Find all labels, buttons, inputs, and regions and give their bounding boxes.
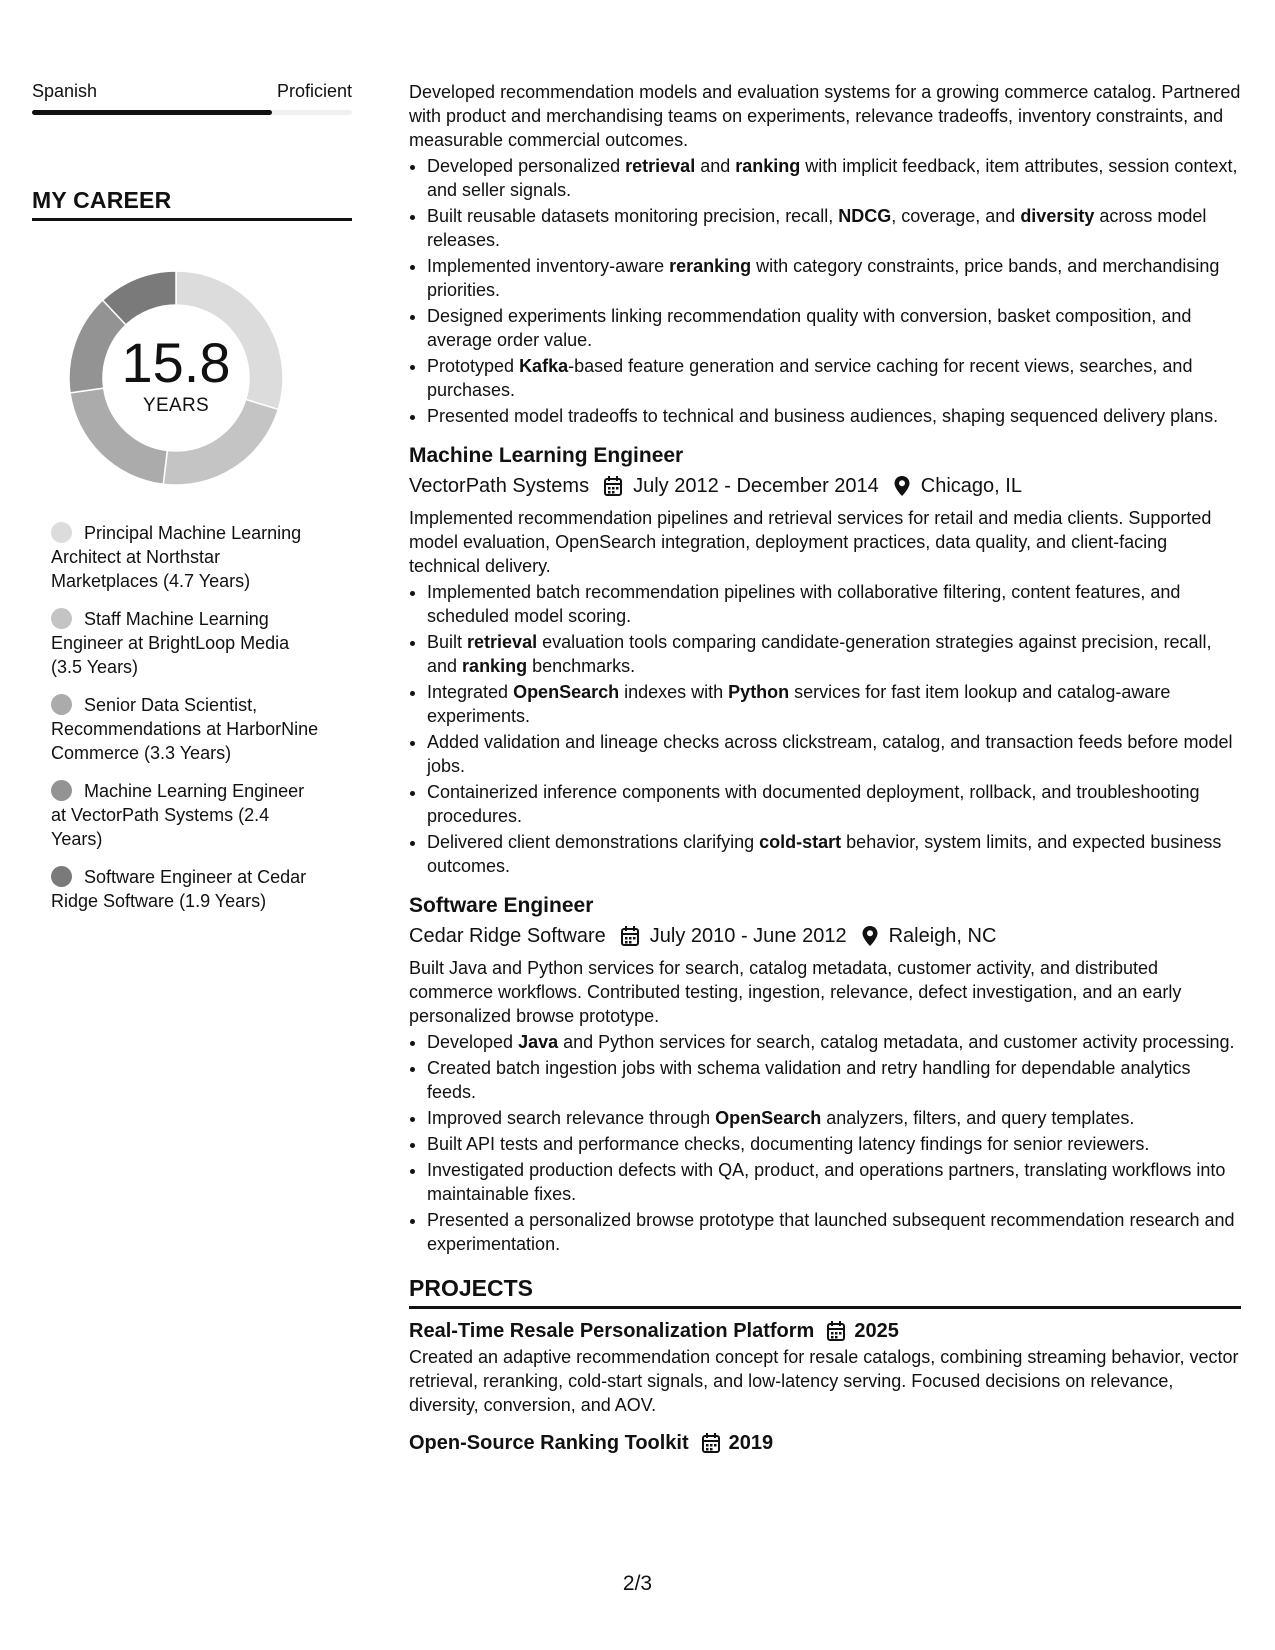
bullet-text: Built bbox=[427, 632, 468, 652]
career-total-unit: YEARS bbox=[143, 395, 209, 416]
career-total-years: 15.8 bbox=[121, 331, 231, 394]
bullet-keyword: ranking bbox=[735, 156, 801, 176]
bullet-keyword: reranking bbox=[669, 256, 752, 276]
bullet-text: Containerized inference components with documented deployment, rollback, and troubleshooting procedures. bbox=[427, 782, 1200, 826]
career-legend-item bbox=[51, 865, 321, 913]
legend-label: Principal Machine Learning Architect at Northstar Marketplaces (4.7 Years) bbox=[51, 523, 302, 591]
legend-label: Staff Machine Learning Engineer at BrightLoop Media (3.5 Years) bbox=[51, 609, 290, 677]
bullet-text: Created batch ingestion jobs with schema validation and retry handling for dependable analytics feeds. bbox=[427, 1058, 1191, 1102]
job-location: Chicago, IL bbox=[920, 475, 1022, 497]
calendar-icon bbox=[701, 1432, 721, 1454]
bullet-item bbox=[427, 1132, 1241, 1156]
job-summary: Built Java and Python services for search, catalog metadata, customer activity, and distributed commerce workflows. Contributed testing, ingestion, relevance, defect investigation, and an early personalized browse prototype. bbox=[409, 958, 1182, 1026]
bullet-keyword: OpenSearch bbox=[715, 1108, 822, 1128]
project-title bbox=[409, 1429, 1241, 1457]
bullet-text: Delivered client demonstrations clarifying bbox=[427, 832, 760, 852]
bullet-text: analyzers, filters, and query templates. bbox=[821, 1108, 1135, 1128]
bullet-item bbox=[427, 580, 1241, 628]
project-description: Created an adaptive recommendation concept for resale catalogs, combining streaming behavior, vector retrieval, reranking, cold-start signals, and low-latency serving. Focused decisions on relevance, diversity, conversion, and AOV. bbox=[409, 1347, 1239, 1415]
bullet-text: Designed experiments linking recommendation quality with conversion, basket composition, and average order value. bbox=[427, 306, 1192, 350]
job-dates: July 2012 - December 2014 bbox=[633, 475, 879, 497]
bullet-item bbox=[427, 154, 1241, 202]
project-year: 2019 bbox=[728, 1432, 774, 1454]
bullet-text: Prototyped bbox=[427, 356, 520, 376]
career-legend bbox=[32, 521, 321, 913]
bullet-keyword: retrieval bbox=[467, 632, 538, 652]
location-pin-icon bbox=[893, 475, 911, 497]
bullet-text: Developed bbox=[427, 1032, 519, 1052]
job-dates: July 2010 - June 2012 bbox=[649, 925, 847, 947]
career-heading: MY CAREER bbox=[32, 187, 172, 213]
bullet-item bbox=[427, 1106, 1241, 1130]
legend-dot bbox=[51, 694, 72, 715]
career-legend-item bbox=[51, 521, 321, 593]
bullet-text: Investigated production defects with QA, product, and operations partners, translating workflows into maintainable fixes. bbox=[427, 1160, 1226, 1204]
bullet-text: Implemented batch recommendation pipelines with collaborative filtering, content features, and scheduled model scoring. bbox=[427, 582, 1181, 626]
project-name: Real-Time Resale Personalization Platform bbox=[409, 1320, 815, 1342]
bullet-item bbox=[427, 1056, 1241, 1104]
projects-heading-rule bbox=[409, 1306, 1241, 1309]
project-year: 2025 bbox=[854, 1320, 899, 1342]
job-bullets bbox=[409, 580, 1241, 878]
bullet-keyword: Kafka bbox=[519, 356, 569, 376]
bullet-text: indexes with bbox=[619, 682, 729, 702]
bullet-text: Built API tests and performance checks, documenting latency findings for senior reviewers. bbox=[427, 1134, 1150, 1154]
bullet-text: Added validation and lineage checks across clickstream, catalog, and transaction feeds before model jobs. bbox=[427, 732, 1233, 776]
bullet-text: -based feature generation and service caching for recent views, searches, and purchases. bbox=[427, 356, 1193, 400]
bullet-text: evaluation tools comparing candidate-generation strategies against precision, recall, and bbox=[427, 632, 1212, 676]
bullet-item bbox=[427, 1208, 1241, 1256]
language-name: Spanish bbox=[32, 81, 98, 101]
job-meta bbox=[409, 472, 1241, 500]
bullet-text: behavior, system limits, and expected business outcomes. bbox=[427, 832, 1222, 876]
calendar-icon bbox=[603, 475, 623, 497]
calendar-icon bbox=[826, 1320, 846, 1342]
bullet-keyword: ranking bbox=[462, 656, 528, 676]
job-summary: Developed recommendation models and evaluation systems for a growing commerce catalog. Partnered with product and merchandising teams on experiments, relevance tradeoffs, inventory constraints, and measurable commercial outcomes. bbox=[409, 82, 1241, 150]
legend-dot bbox=[51, 780, 72, 801]
language-proficiency-bar bbox=[32, 110, 352, 115]
bullet-keyword: Java bbox=[518, 1032, 559, 1052]
job-bullets bbox=[409, 154, 1241, 428]
job-company: VectorPath Systems bbox=[409, 475, 590, 497]
bullet-item bbox=[427, 204, 1241, 252]
bullet-item bbox=[427, 1158, 1241, 1206]
sidebar bbox=[32, 80, 352, 927]
project-name: Open-Source Ranking Toolkit bbox=[409, 1432, 689, 1454]
bullet-keyword: NDCG bbox=[838, 206, 892, 226]
bullet-keyword: retrieval bbox=[625, 156, 696, 176]
job-location: Raleigh, NC bbox=[888, 925, 997, 947]
bullet-text: Presented model tradeoffs to technical and business audiences, shaping sequenced delivery plans. bbox=[427, 406, 1219, 426]
location-pin-icon bbox=[861, 925, 879, 947]
bullet-text: Presented a personalized browse prototype that launched subsequent recommendation research and experimentation. bbox=[427, 1210, 1235, 1254]
career-donut-chart bbox=[61, 263, 291, 493]
legend-label: Machine Learning Engineer at VectorPath Systems (2.4 Years) bbox=[51, 781, 305, 849]
bullet-text: Integrated bbox=[427, 682, 514, 702]
job-summary: Implemented recommendation pipelines and retrieval services for retail and media clients. Supported model evaluation, OpenSearch integration, deployment practices, data quality, and client-facing technical delivery. bbox=[409, 508, 1212, 576]
bullet-keyword: diversity bbox=[1020, 206, 1095, 226]
bullet-keyword: cold-start bbox=[759, 832, 842, 852]
career-legend-item bbox=[51, 779, 321, 851]
bullet-text: Developed personalized bbox=[427, 156, 626, 176]
bullet-item bbox=[427, 1030, 1241, 1054]
job-meta bbox=[409, 922, 1241, 950]
project-title bbox=[409, 1317, 1241, 1345]
bullet-text: with implicit feedback, item attributes, session context, and seller signals. bbox=[427, 156, 1238, 200]
bullet-text: services for fast item lookup and catalog-aware experiments. bbox=[427, 682, 1171, 726]
language-proficiency-fill bbox=[32, 110, 272, 115]
legend-dot bbox=[51, 866, 72, 887]
bullet-item bbox=[427, 630, 1241, 678]
bullet-text: with category constraints, price bands, and merchandising priorities. bbox=[427, 256, 1220, 300]
bullet-item bbox=[427, 254, 1241, 302]
job-company: Cedar Ridge Software bbox=[409, 925, 606, 947]
job-bullets bbox=[409, 1030, 1241, 1256]
bullet-item bbox=[427, 404, 1241, 428]
legend-dot bbox=[51, 522, 72, 543]
job-title: Software Engineer bbox=[409, 894, 594, 917]
legend-label: Software Engineer at Cedar Ridge Software (1.9 Years) bbox=[51, 867, 307, 911]
projects-heading: PROJECTS bbox=[409, 1275, 533, 1301]
legend-dot bbox=[51, 608, 72, 629]
bullet-text: and bbox=[695, 156, 736, 176]
main-content bbox=[409, 80, 1241, 1457]
bullet-item bbox=[427, 780, 1241, 828]
bullet-text: across model releases. bbox=[427, 206, 1207, 250]
bullet-keyword: Python bbox=[728, 682, 790, 702]
bullet-item bbox=[427, 304, 1241, 352]
job-title: Machine Learning Engineer bbox=[409, 444, 684, 467]
legend-label: Senior Data Scientist, Recommendations at HarborNine Commerce (3.3 Years) bbox=[51, 695, 319, 763]
bullet-keyword: OpenSearch bbox=[513, 682, 620, 702]
page-number: 2/3 bbox=[622, 1572, 653, 1595]
bullet-item bbox=[427, 730, 1241, 778]
bullet-text: Improved search relevance through bbox=[427, 1108, 716, 1128]
bullet-text: and Python services for search, catalog metadata, and customer activity processing. bbox=[558, 1032, 1235, 1052]
bullet-item bbox=[427, 830, 1241, 878]
career-legend-item bbox=[51, 607, 321, 679]
calendar-icon bbox=[620, 925, 640, 947]
bullet-text: Implemented inventory-aware bbox=[427, 256, 670, 276]
bullet-text: benchmarks. bbox=[527, 656, 636, 676]
bullet-text: , coverage, and bbox=[891, 206, 1021, 226]
bullet-item bbox=[427, 354, 1241, 402]
bullet-text: Built reusable datasets monitoring precision, recall, bbox=[427, 206, 839, 226]
donut-center bbox=[61, 263, 291, 493]
bullet-item bbox=[427, 680, 1241, 728]
career-legend-item bbox=[51, 693, 321, 765]
language-row bbox=[32, 80, 352, 102]
language-level: Proficient bbox=[276, 81, 352, 101]
career-heading-rule bbox=[32, 218, 352, 221]
